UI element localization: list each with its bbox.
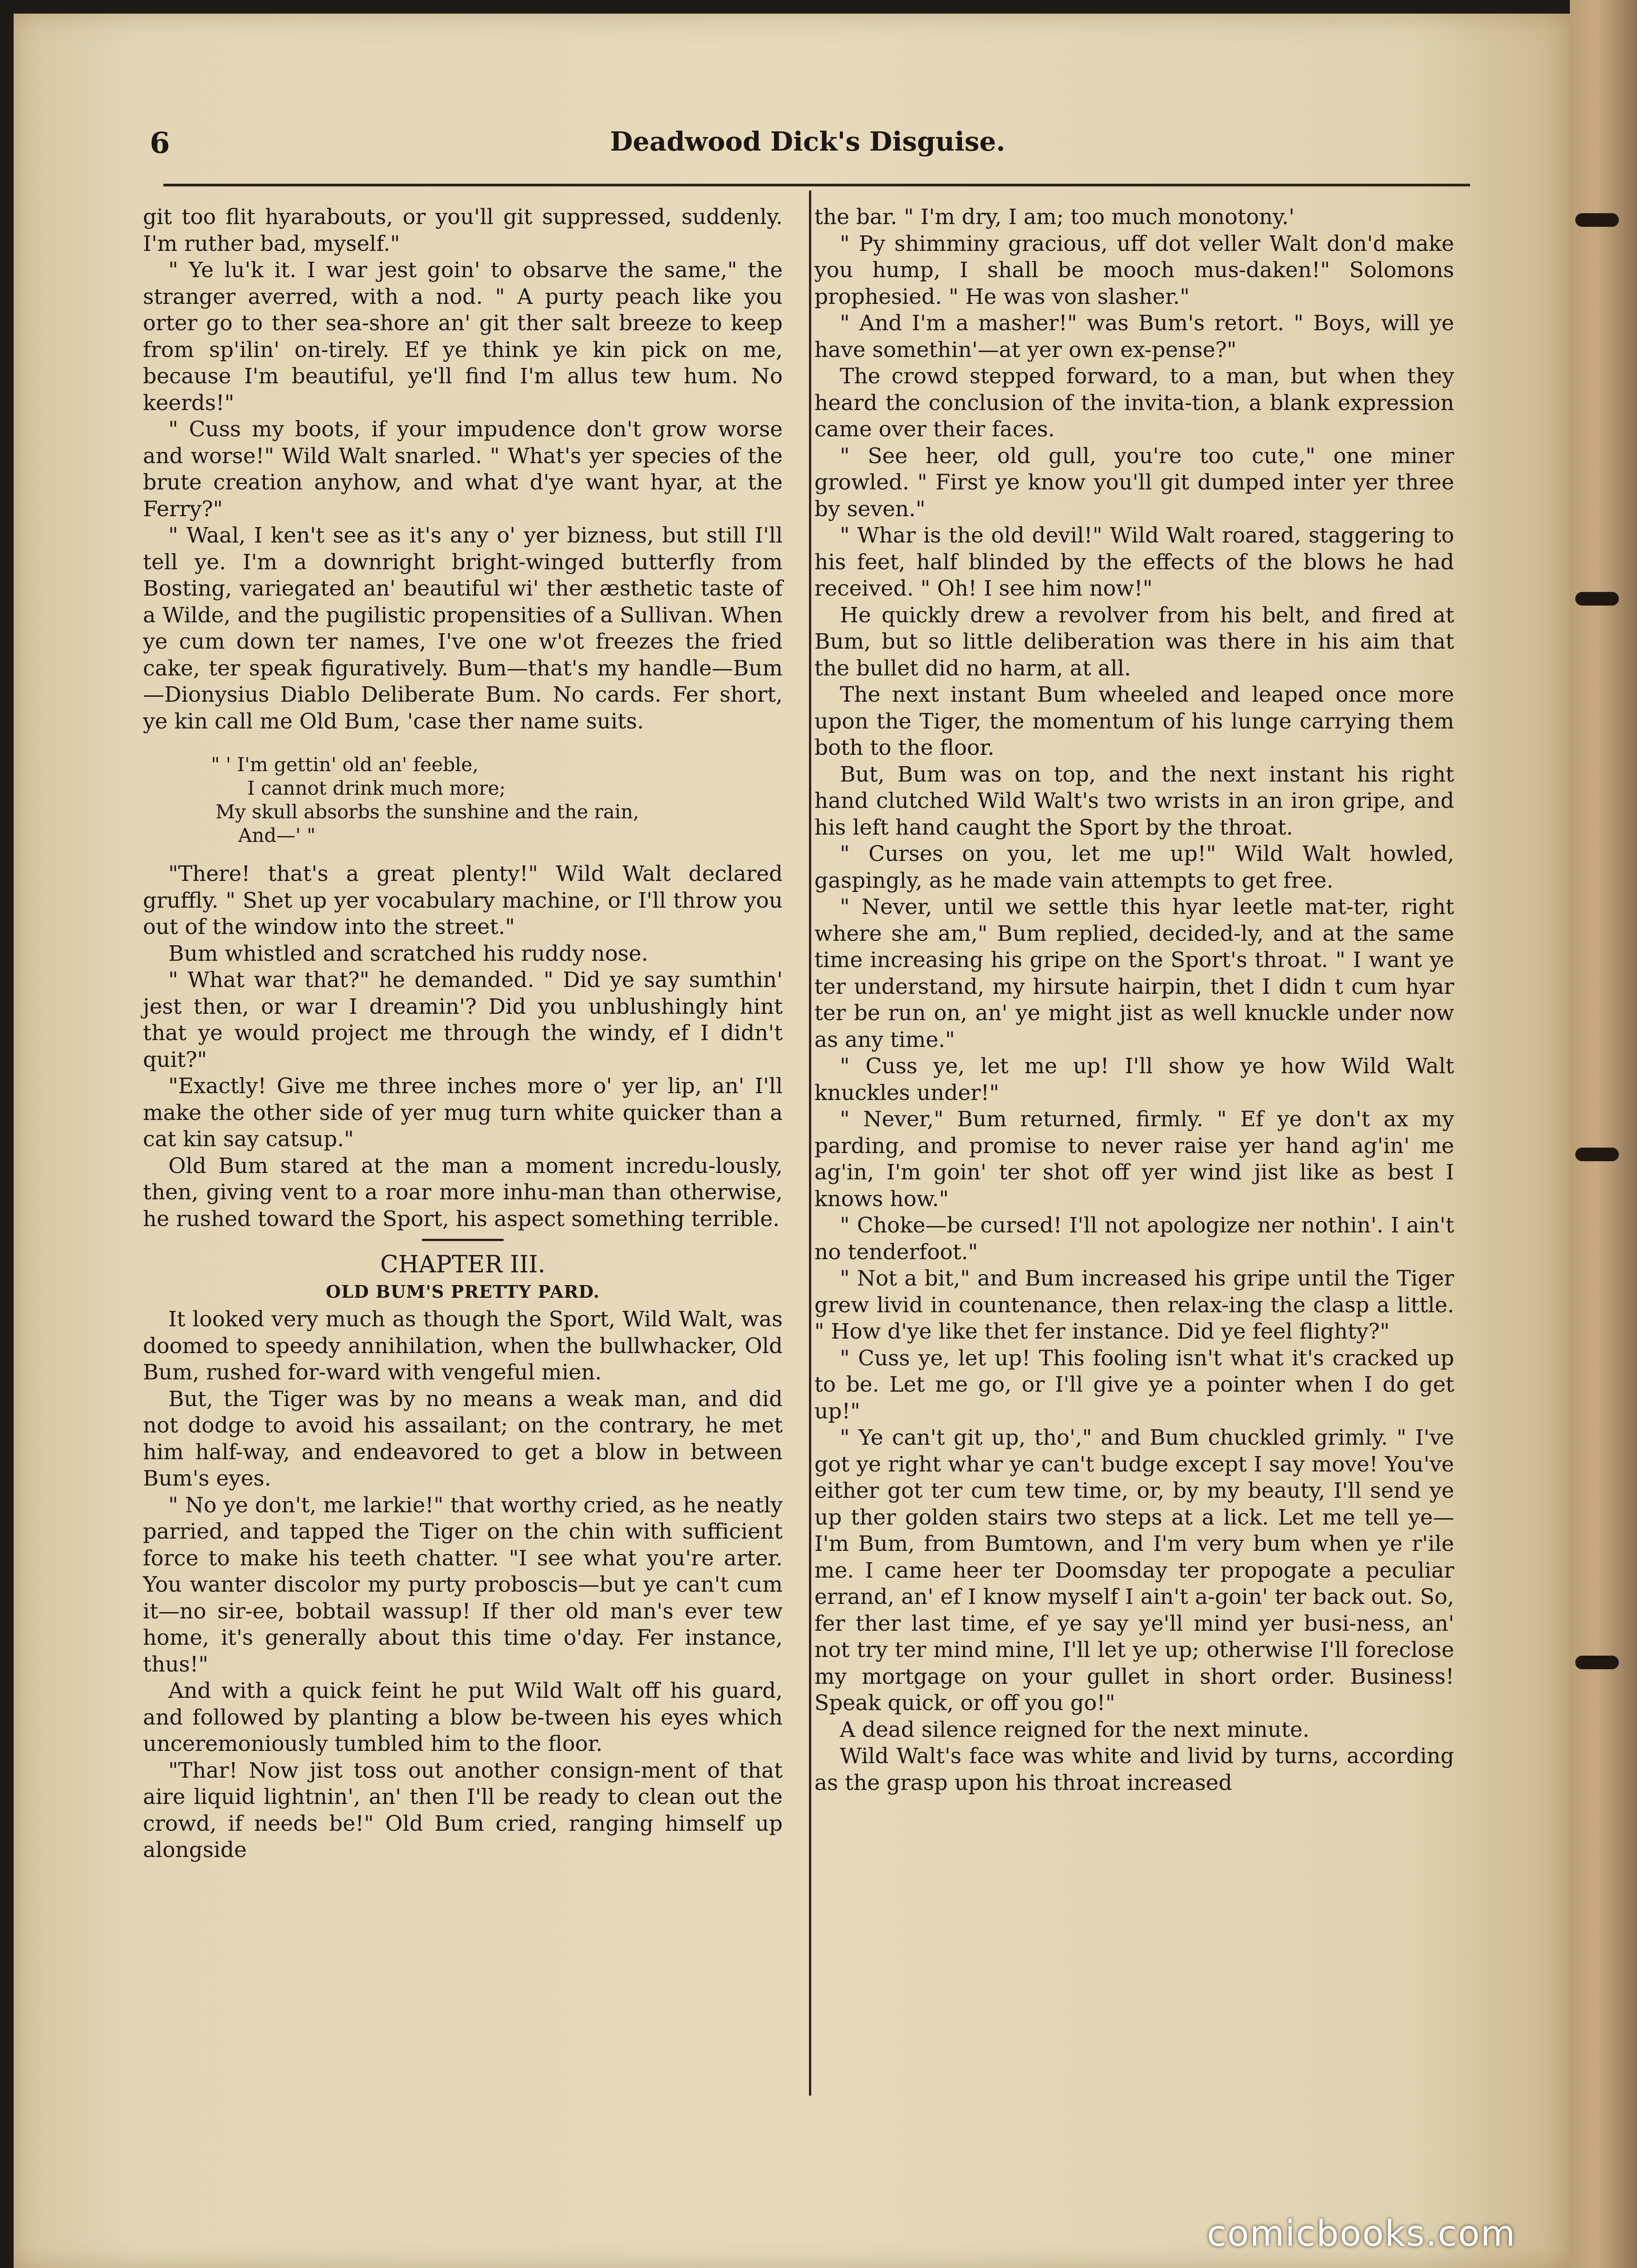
paragraph: The next instant Bum wheeled and leaped once more upon the Tiger, the momentum of his lunge carrying them both to the floor.: [814, 682, 1454, 760]
paragraph: " Not a bit," and Bum increased his gripe until the Tiger grew livid in countenance, then relax-ing the clasp a little. " How d'ye like thet fer instance. Did ye feel flighty?": [814, 1266, 1454, 1344]
paragraph: " What war that?" he demanded. " Did ye say sumthin' jest then, or war I dreamin'? Did you unblushingly hint that ye would project me through the windy, ef I didn't quit?": [143, 968, 783, 1072]
page-spine: [1570, 0, 1637, 2268]
paragraph: But, Bum was on top, and the next instant his right hand clutched Wild Walt's two wrists in an iron gripe, and his left hand caught the Sport by the throat.: [814, 762, 1454, 840]
column-divider: [809, 191, 811, 2096]
paragraph: But, the Tiger was by no means a weak man, and did not dodge to avoid his assailant; on the contrary, he met him half-way, and endeavored to get a blow in between Bum's eyes.: [143, 1386, 783, 1491]
paragraph: " Ye lu'k it. I war jest goin' to obsarve the same," the stranger averred, with a nod. " A purty peach like you orter go to ther sea-shore an' git ther salt breeze to keep from sp'ilin' on-tirely. Ef ye think ye kin pick on me, because I'm beautiful, ye'll find I'm allus tew hum. No keerds!": [143, 258, 783, 415]
paragraph: " Never," Bum returned, firmly. " Ef ye don't ax my parding, and promise to never raise yer hand ag'in' me ag'in, I'm goin' ter shot off yer wind jist like as best I knows how.": [814, 1107, 1454, 1212]
staple-mark: [1575, 592, 1619, 606]
verse-line: I cannot drink much more;: [247, 777, 506, 799]
paragraph: " Waal, I ken't see as it's any o' yer bizness, but still I'll tell ye. I'm a downright bright-winged butterfly from Bosting, variegated an' beautiful wi' ther æsthetic taste of a Wilde, and the pugilistic propensities of a Sullivan. When ye cum down ter names, I've one w'ot freezes the fried cake, ter speak figuratively. Bum—that's my handle—Bum—Dionysius Diablo Deliberate Bum. No cards. Fer short, ye kin call me Old Bum, 'case ther name suits.: [143, 523, 783, 734]
paragraph: " No ye don't, me larkie!" that worthy cried, as he neatly parried, and tapped the Tiger on the chin with sufficient force to make his teeth chatter. "I see what you're arter. You wanter discolor my purty proboscis—but ye can't cum it—no sir-ee, bobtail wassup! If ther old man's ever tew home, it's generally about this time o'day. Fer instance, thus!": [143, 1492, 783, 1677]
paragraph: And with a quick feint he put Wild Walt off his guard, and followed by planting a blow be-tween his eyes which unceremoniously tumbled him to the floor.: [143, 1678, 783, 1756]
paragraph: " See heer, old gull, you're too cute," one miner growled. " First ye know you'll git dumped inter yer three by seven.": [814, 443, 1454, 522]
staple-mark: [1575, 1148, 1619, 1161]
paragraph: " Curses on you, let me up!" Wild Walt howled, gaspingly, as he made vain attempts to get free.: [814, 841, 1454, 893]
verse-line: And—' ": [238, 824, 316, 846]
staple-mark: [1575, 213, 1619, 227]
paragraph: " Ye can't git up, tho'," and Bum chuckled grimly. " I've got ye right whar ye can't budge except I say move! You've either got ter cum tew time, or, by my beauty, I'll send ye up ther golden stairs two steps at a lick. Let me tell ye—I'm Bum, from Bumtown, and I'm very bum when ye r'ile me. I came heer ter Doomsday ter propogate a peculiar errand, an' ef I know myself I ain't a-goin' ter back out. So, fer ther last time, ef ye say ye'll mind yer busi-ness, an' not try ter mind mine, I'll let ye up; otherwise I'll foreclose my mortgage on your gullet in short order. Business! Speak quick, or off you go!": [814, 1425, 1454, 1716]
paragraph: Old Bum stared at the man a moment incredu-lously, then, giving vent to a roar more inhu-man than otherwise, he rushed toward the Sport, his aspect something terrible.: [143, 1153, 783, 1232]
running-title: Deadwood Dick's Disguise.: [610, 126, 1005, 157]
page-number: 6: [150, 126, 170, 160]
paragraph: It looked very much as though the Sport, Wild Walt, was doomed to speedy annihilation, when the bullwhacker, Old Bum, rushed for-ward with vengeful mien.: [143, 1307, 783, 1385]
paragraph: " And I'm a masher!" was Bum's retort. " Boys, will ye have somethin'—at yer own ex-pense?": [814, 311, 1454, 362]
watermark: comicbooks.com: [1207, 2214, 1516, 2254]
paragraph: He quickly drew a revolver from his belt, and fired at Bum, but so little deliberation was there in his aim that the bullet did no harm, at all.: [814, 602, 1454, 681]
paragraph: "Thar! Now jist toss out another consign-ment of that aire liquid lightnin', an' then I'll be ready to clean out the crowd, if needs be!" Old Bum cried, ranging himself up alongside: [143, 1758, 783, 1862]
chapter-subtitle: OLD BUM'S PRETTY PARD.: [325, 1281, 600, 1302]
left-column: [143, 204, 783, 1864]
staple-mark: [1575, 1656, 1619, 1669]
section-rule: [422, 1239, 504, 1241]
paragraph: " Whar is the old devil!" Wild Walt roared, staggering to his feet, half blinded by the effects of the blows he had received. " Oh! I see him now!": [814, 523, 1454, 601]
paragraph: " Choke—be cursed! I'll not apologize ner nothin'. I ain't no tenderfoot.": [814, 1213, 1454, 1265]
paragraph: " Py shimminy gracious, uff dot veller Walt don'd make you hump, I shall be mooch mus-daken!" Solomons prophesied. " He was von slasher.": [814, 231, 1454, 309]
paragraph: git too flit hyarabouts, or you'll git suppressed, suddenly. I'm ruther bad, myself.": [143, 205, 783, 256]
paragraph: " Cuss ye, let me up! I'll show ye how Wild Walt knuckles under!": [814, 1054, 1454, 1105]
paragraph: " Cuss my boots, if your impudence don't grow worse and worse!" Wild Walt snarled. " What's yer species of the brute creation anyhow, and what d'ye want hyar, at the Ferry?": [143, 417, 783, 522]
paragraph: "There! that's a great plenty!" Wild Walt declared gruffly. " Shet up yer vocabulary machine, or I'll throw you out of the window into the street.": [143, 861, 783, 939]
chapter-title: CHAPTER III.: [380, 1251, 546, 1278]
paragraph: Wild Walt's face was white and livid by turns, according as the grasp upon his throat increased: [814, 1744, 1454, 1795]
paragraph: The crowd stepped forward, to a man, but when they heard the conclusion of the invita-tion, a blank expression came over their faces.: [814, 364, 1454, 442]
right-column: [814, 204, 1454, 1796]
paragraph: "Exactly! Give me three inches more o' yer lip, an' I'll make the other side of yer mug turn white quicker than a cat kin say catsup.": [143, 1074, 783, 1152]
paragraph: Bum whistled and scratched his ruddy nose.: [168, 941, 648, 966]
header-rule: [163, 184, 1470, 186]
paragraph: " Cuss ye, let up! This fooling isn't what it's cracked up to be. Let me go, or I'll give ye a pointer when I do get up!": [814, 1345, 1454, 1424]
verse-line: " ' I'm gettin' old an' feeble,: [211, 753, 479, 776]
paragraph: " Never, until we settle this hyar leetle mat-ter, right where she am," Bum replied, decided-ly, and at the same time increasing his gripe on the Sport's throat. " I want ye ter understand, my hirsute hairpin, thet I didn t cum hyar ter be run on, an' ye might jist as well knuckle under now as any time.": [814, 894, 1454, 1052]
verse-quote: [211, 753, 783, 847]
paragraph: A dead silence reigned for the next minute.: [840, 1717, 1309, 1742]
paragraph: the bar. " I'm dry, I am; too much monotony.': [814, 205, 1295, 230]
verse-line: My skull absorbs the sunshine and the rain,: [216, 801, 639, 823]
